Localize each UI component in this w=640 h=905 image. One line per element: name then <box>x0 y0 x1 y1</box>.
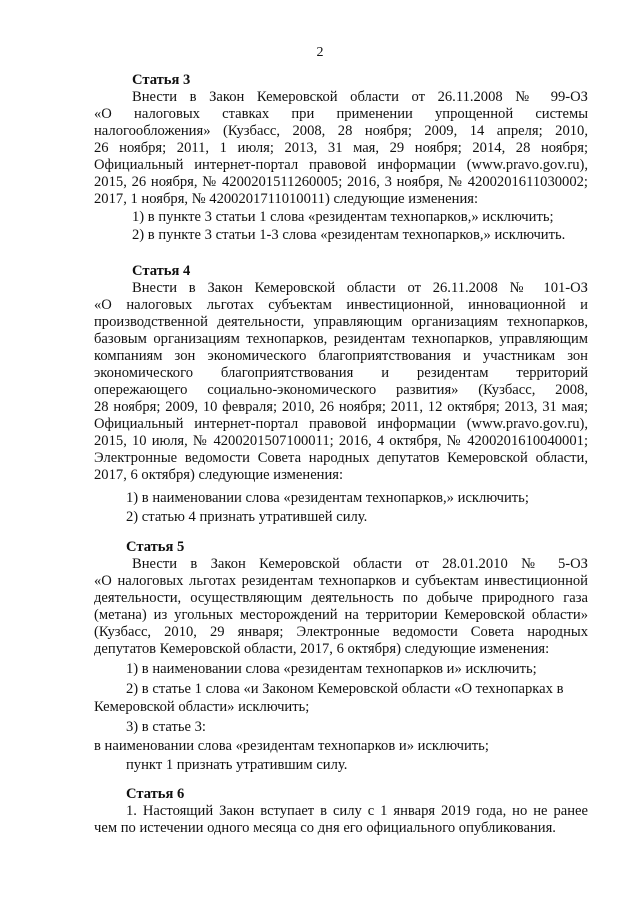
intro-line: компаниям зон экономического благоприятствования и участникам зон <box>94 348 588 364</box>
list-item: Кемеровской области» исключить; <box>94 699 310 715</box>
intro-line: 26 ноября; 2011, 1 июля; 2013, 31 мая, 29 ноября; 2014, 28 ноября; <box>94 140 588 156</box>
article-heading: Статья 4 <box>132 263 191 279</box>
list-item: пункт 1 признать утратившим силу. <box>126 757 348 773</box>
intro-line: деятельности, осуществляющим деятельность по добыче природного газа <box>94 590 588 606</box>
list-item: 2) в пункте 3 статьи 1-3 слова «резидентам технопарков,» исключить. <box>132 227 566 243</box>
intro-line: Внести в Закон Кемеровской области от 28.01.2010 № 5-ОЗ <box>132 556 588 572</box>
intro-line: Электронные ведомости Совета народных депутатов Кемеровской области, <box>94 450 588 466</box>
page-number: 2 <box>316 45 324 60</box>
intro-line: 2017, 6 октября) следующие изменения: <box>94 467 344 483</box>
intro-line: Официальный интернет-портал правовой информации (www.pravo.gov.ru), <box>94 157 588 173</box>
list-item: 1) в наименовании слова «резидентам технопарков,» исключить; <box>126 490 529 506</box>
article-intro <box>94 280 588 484</box>
intro-line: 2015, 26 ноября, № 4200201511260005; 2016, 3 ноября, № 4200201611030002; <box>94 174 588 190</box>
article-intro <box>94 89 588 208</box>
list-item: в наименовании слова «резидентам технопарков и» исключить; <box>94 738 489 754</box>
list-item: 3) в статье 3: <box>126 719 206 735</box>
intro-line: чем по истечении одного месяца со дня его официального опубликования. <box>94 820 556 836</box>
list-item: 2) в статье 1 слова «и Законом Кемеровской области «О технопарках в <box>126 681 564 697</box>
intro-line: опережающего социально-экономического развития» (Кузбасс, 2008, <box>94 382 588 398</box>
intro-line: экономического благоприятствования и резидентам территорий <box>94 365 588 381</box>
article-heading: Статья 5 <box>126 539 185 555</box>
intro-line: базовым организациям технопарков, резидентам технопарков, управляющим <box>94 331 588 347</box>
intro-line: производственной деятельности, управляющим организациям технопарков, <box>94 314 588 330</box>
intro-line: Внести в Закон Кемеровской области от 26.11.2008 № 101-ОЗ <box>132 280 588 296</box>
intro-line: «О налоговых ставках при применении упрощенной системы <box>94 106 588 122</box>
intro-line: «О налоговых льготах резидентам технопарков и субъектам инвестиционной <box>94 573 588 589</box>
list-item: 1) в наименовании слова «резидентам технопарков и» исключить; <box>126 661 537 677</box>
intro-line: 2015, 10 июля, № 4200201507100011; 2016, 4 октября, № 4200201610040001; <box>94 433 588 449</box>
article-intro <box>94 556 588 658</box>
intro-line: депутатов Кемеровской области, 2017, 6 октября) следующие изменения: <box>94 641 550 657</box>
intro-line: налогообложения» (Кузбасс, 2008, 28 ноября; 2009, 14 апреля; 2010, <box>94 123 588 139</box>
intro-line: 1. Настоящий Закон вступает в силу с 1 января 2019 года, но не ранее <box>126 803 588 819</box>
intro-line: «О налоговых льготах субъектам инвестиционной, инновационной и <box>94 297 588 313</box>
intro-line: 28 ноября; 2009, 10 февраля; 2010, 26 ноября; 2011, 12 октября; 2013, 31 мая; <box>94 399 588 415</box>
article-heading: Статья 6 <box>126 786 185 802</box>
article-heading: Статья 3 <box>132 72 191 88</box>
intro-line: Внести в Закон Кемеровской области от 26.11.2008 № 99-ОЗ <box>132 89 588 105</box>
intro-line: Официальный интернет-портал правовой информации (www.pravo.gov.ru), <box>94 416 588 432</box>
intro-line: (Кузбасс, 2010, 29 января; Электронные ведомости Совета народных <box>94 624 588 640</box>
list-item: 1) в пункте 3 статьи 1 слова «резидентам технопарков,» исключить; <box>132 209 554 225</box>
intro-line: 2017, 1 ноября, № 4200201711010011) следующие изменения: <box>94 191 479 207</box>
intro-line: (метана) из угольных месторождений на территории Кемеровской области» <box>94 607 588 623</box>
list-item: 2) статью 4 признать утратившей силу. <box>126 509 368 525</box>
article-intro <box>94 803 588 837</box>
